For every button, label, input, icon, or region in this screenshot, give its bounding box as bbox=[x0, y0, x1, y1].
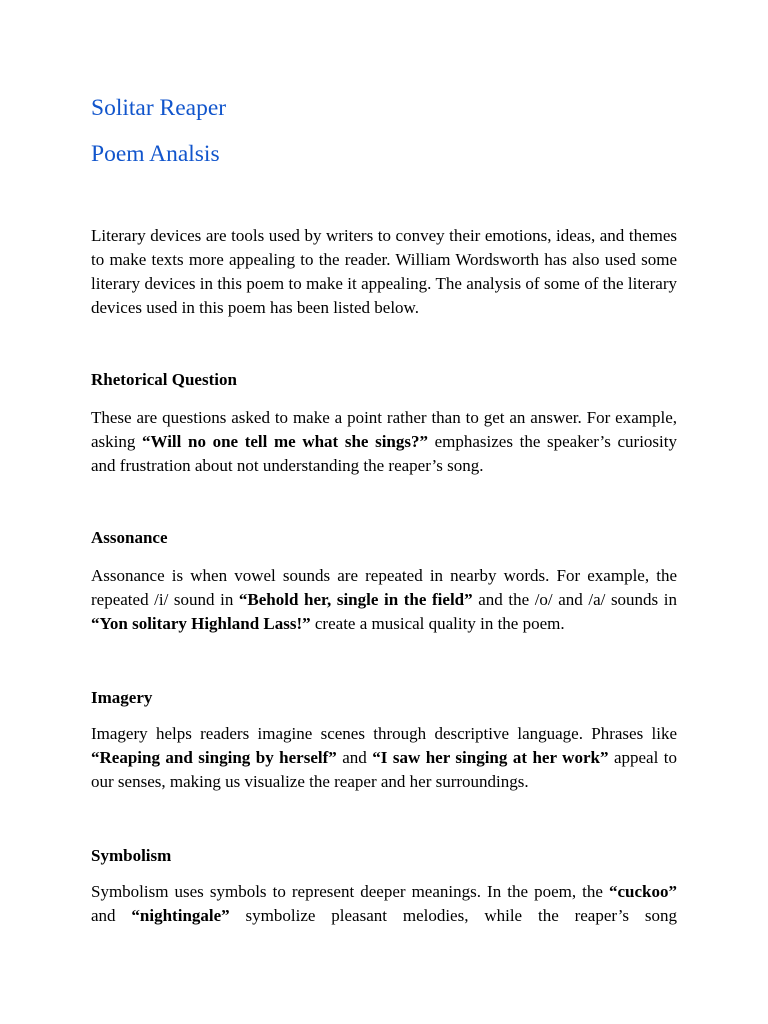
body-text: and bbox=[336, 748, 373, 767]
body-text: appeal to our senses, making us visualize the reaper and her surroundings. bbox=[91, 748, 677, 791]
quoted-line: “Reaping and singing by herself” bbox=[91, 748, 337, 767]
body-text: emphasizes the speaker’s curiosity and frustration about not understanding the reaper’s song. bbox=[91, 432, 677, 475]
body-text: and the /o/ and /a/ sounds in bbox=[472, 590, 677, 609]
body-text: and bbox=[91, 906, 132, 925]
document-subtitle: Poem Analsis bbox=[91, 141, 220, 167]
quoted-line: “nightingale” bbox=[131, 906, 230, 925]
body-text: Imagery helps readers imagine scenes through descriptive language. Phrases like bbox=[91, 724, 677, 743]
quoted-line: “Behold her, single in the field” bbox=[238, 590, 473, 609]
section-body-symbolism bbox=[91, 880, 677, 928]
section-body-assonance bbox=[91, 564, 677, 636]
body-text: create a musical quality in the poem. bbox=[310, 614, 565, 633]
document-title: Solitar Reaper bbox=[91, 95, 227, 121]
section-body-imagery bbox=[91, 722, 677, 794]
body-text: These are questions asked to make a point rather than to get an answer. For example, asking bbox=[91, 408, 677, 451]
body-text: symbolize pleasant melodies, while the reaper’s song bbox=[229, 906, 678, 925]
intro-paragraph: Literary devices are tools used by writers to convey their emotions, ideas, and themes to make texts more appealing to the reader. William Wordsworth has also used some literary devices in this poem to make it appealing. The analysis of some of the literary devices used in this poem has been listed below. bbox=[91, 226, 677, 317]
body-text: Symbolism uses symbols to represent deeper meanings. In the poem, the bbox=[91, 882, 609, 901]
section-heading-rhetorical-question: Rhetorical Question bbox=[91, 370, 237, 389]
body-text: Assonance is when vowel sounds are repeated in nearby words. For example, the repeated /i/ sound in bbox=[91, 566, 677, 609]
section-heading-symbolism: Symbolism bbox=[91, 846, 172, 865]
section-body-rhetorical-question bbox=[91, 406, 677, 478]
quoted-line: “Will no one tell me what she sings?” bbox=[142, 432, 428, 451]
section-heading-imagery: Imagery bbox=[91, 688, 153, 707]
quoted-line: “I saw her singing at her work” bbox=[372, 748, 609, 767]
section-heading-assonance: Assonance bbox=[91, 528, 168, 547]
quoted-line: “cuckoo” bbox=[609, 882, 677, 901]
quoted-line: “Yon solitary Highland Lass!” bbox=[91, 614, 311, 633]
